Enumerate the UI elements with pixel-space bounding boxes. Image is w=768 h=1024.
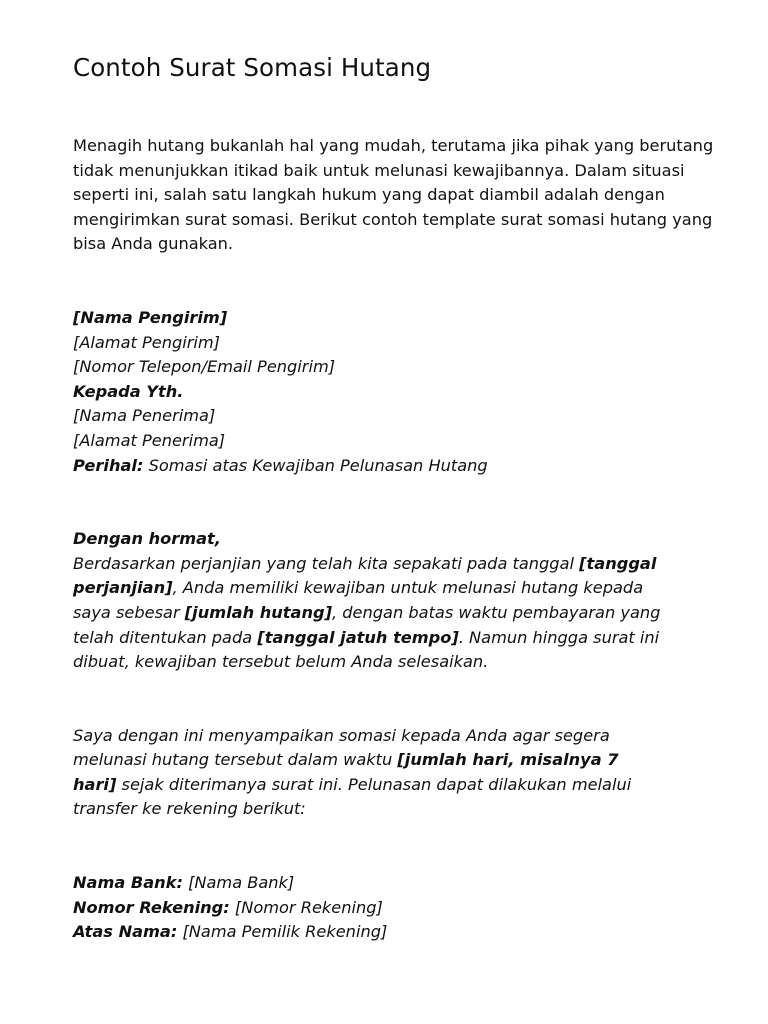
body1-text-7: dibuat, kewajiban tersebut belum Anda selesaikan. xyxy=(73,652,489,672)
greeting: Dengan hormat, xyxy=(73,529,221,549)
body1-text-2: , Anda memiliki kewajiban untuk melunasi hutang kepada xyxy=(172,578,644,598)
sender-address: [Alamat Pengirim] xyxy=(73,332,220,352)
recipient-name: [Nama Penerima] xyxy=(73,406,216,426)
document-page xyxy=(73,50,723,945)
letter-header xyxy=(73,306,723,478)
bank-details xyxy=(73,871,723,945)
page-title: Contoh Surat Somasi Hutang xyxy=(73,53,432,82)
subject-label: Perihal: xyxy=(73,455,144,475)
due-date-placeholder: [tanggal jatuh tempo] xyxy=(257,627,459,647)
body1-text-5: telah ditentukan pada xyxy=(73,627,258,647)
debt-amount-placeholder: [jumlah hutang] xyxy=(184,602,332,622)
agreement-date-placeholder-cont: perjanjian] xyxy=(73,578,173,598)
to-label: Kepada Yth. xyxy=(73,381,184,401)
intro-paragraph: Menagih hutang bukanlah hal yang mudah, terutama jika pihak yang berutang tidak menunjukkan itikad baik untuk melunasi kewajibannya. Dalam situasi seperti ini, salah satu langkah hukum yang dapat diambil adalah dengan mengirimkan surat somasi. Berikut contoh template surat somasi hutang yang bisa Anda gunakan. xyxy=(73,136,714,254)
bank-value: [Nama Bank] xyxy=(188,873,295,893)
body2-text-1: Saya dengan ini menyampaikan somasi kepada Anda agar segera xyxy=(73,725,610,745)
body2-text-4: transfer ke rekening berikut: xyxy=(73,799,306,819)
body2-text-3: sejak diterimanya surat ini. Pelunasan dapat dilakukan melalui xyxy=(116,774,632,794)
body1-text-4: , dengan batas waktu pembayaran yang xyxy=(331,602,661,622)
subject-value: Somasi atas Kewajiban Pelunasan Hutang xyxy=(148,455,488,475)
account-value: [Nomor Rekening] xyxy=(234,897,383,917)
holder-value: [Nama Pemilik Rekening] xyxy=(182,922,388,942)
letter-body-2 xyxy=(73,724,723,822)
sender-contact: [Nomor Telepon/Email Pengirim] xyxy=(73,357,336,377)
days-placeholder: [jumlah hari, misalnya 7 xyxy=(397,750,619,770)
days-placeholder-cont: hari] xyxy=(73,774,117,794)
body2-text-2: melunasi hutang tersebut dalam waktu xyxy=(73,750,398,770)
body1-text-3: saya sebesar xyxy=(73,602,185,622)
body1-text-1: Berdasarkan perjanjian yang telah kita sepakati pada tanggal xyxy=(73,553,580,573)
account-label: Nomor Rekening: xyxy=(73,897,230,917)
agreement-date-placeholder: [tanggal xyxy=(579,553,657,573)
bank-label: Nama Bank: xyxy=(73,873,183,893)
letter-body-1 xyxy=(73,527,723,675)
sender-name: [Nama Pengirim] xyxy=(73,307,228,327)
body1-text-6: . Namun hingga surat ini xyxy=(458,627,660,647)
recipient-address: [Alamat Penerima] xyxy=(73,430,226,450)
holder-label: Atas Nama: xyxy=(73,922,178,942)
